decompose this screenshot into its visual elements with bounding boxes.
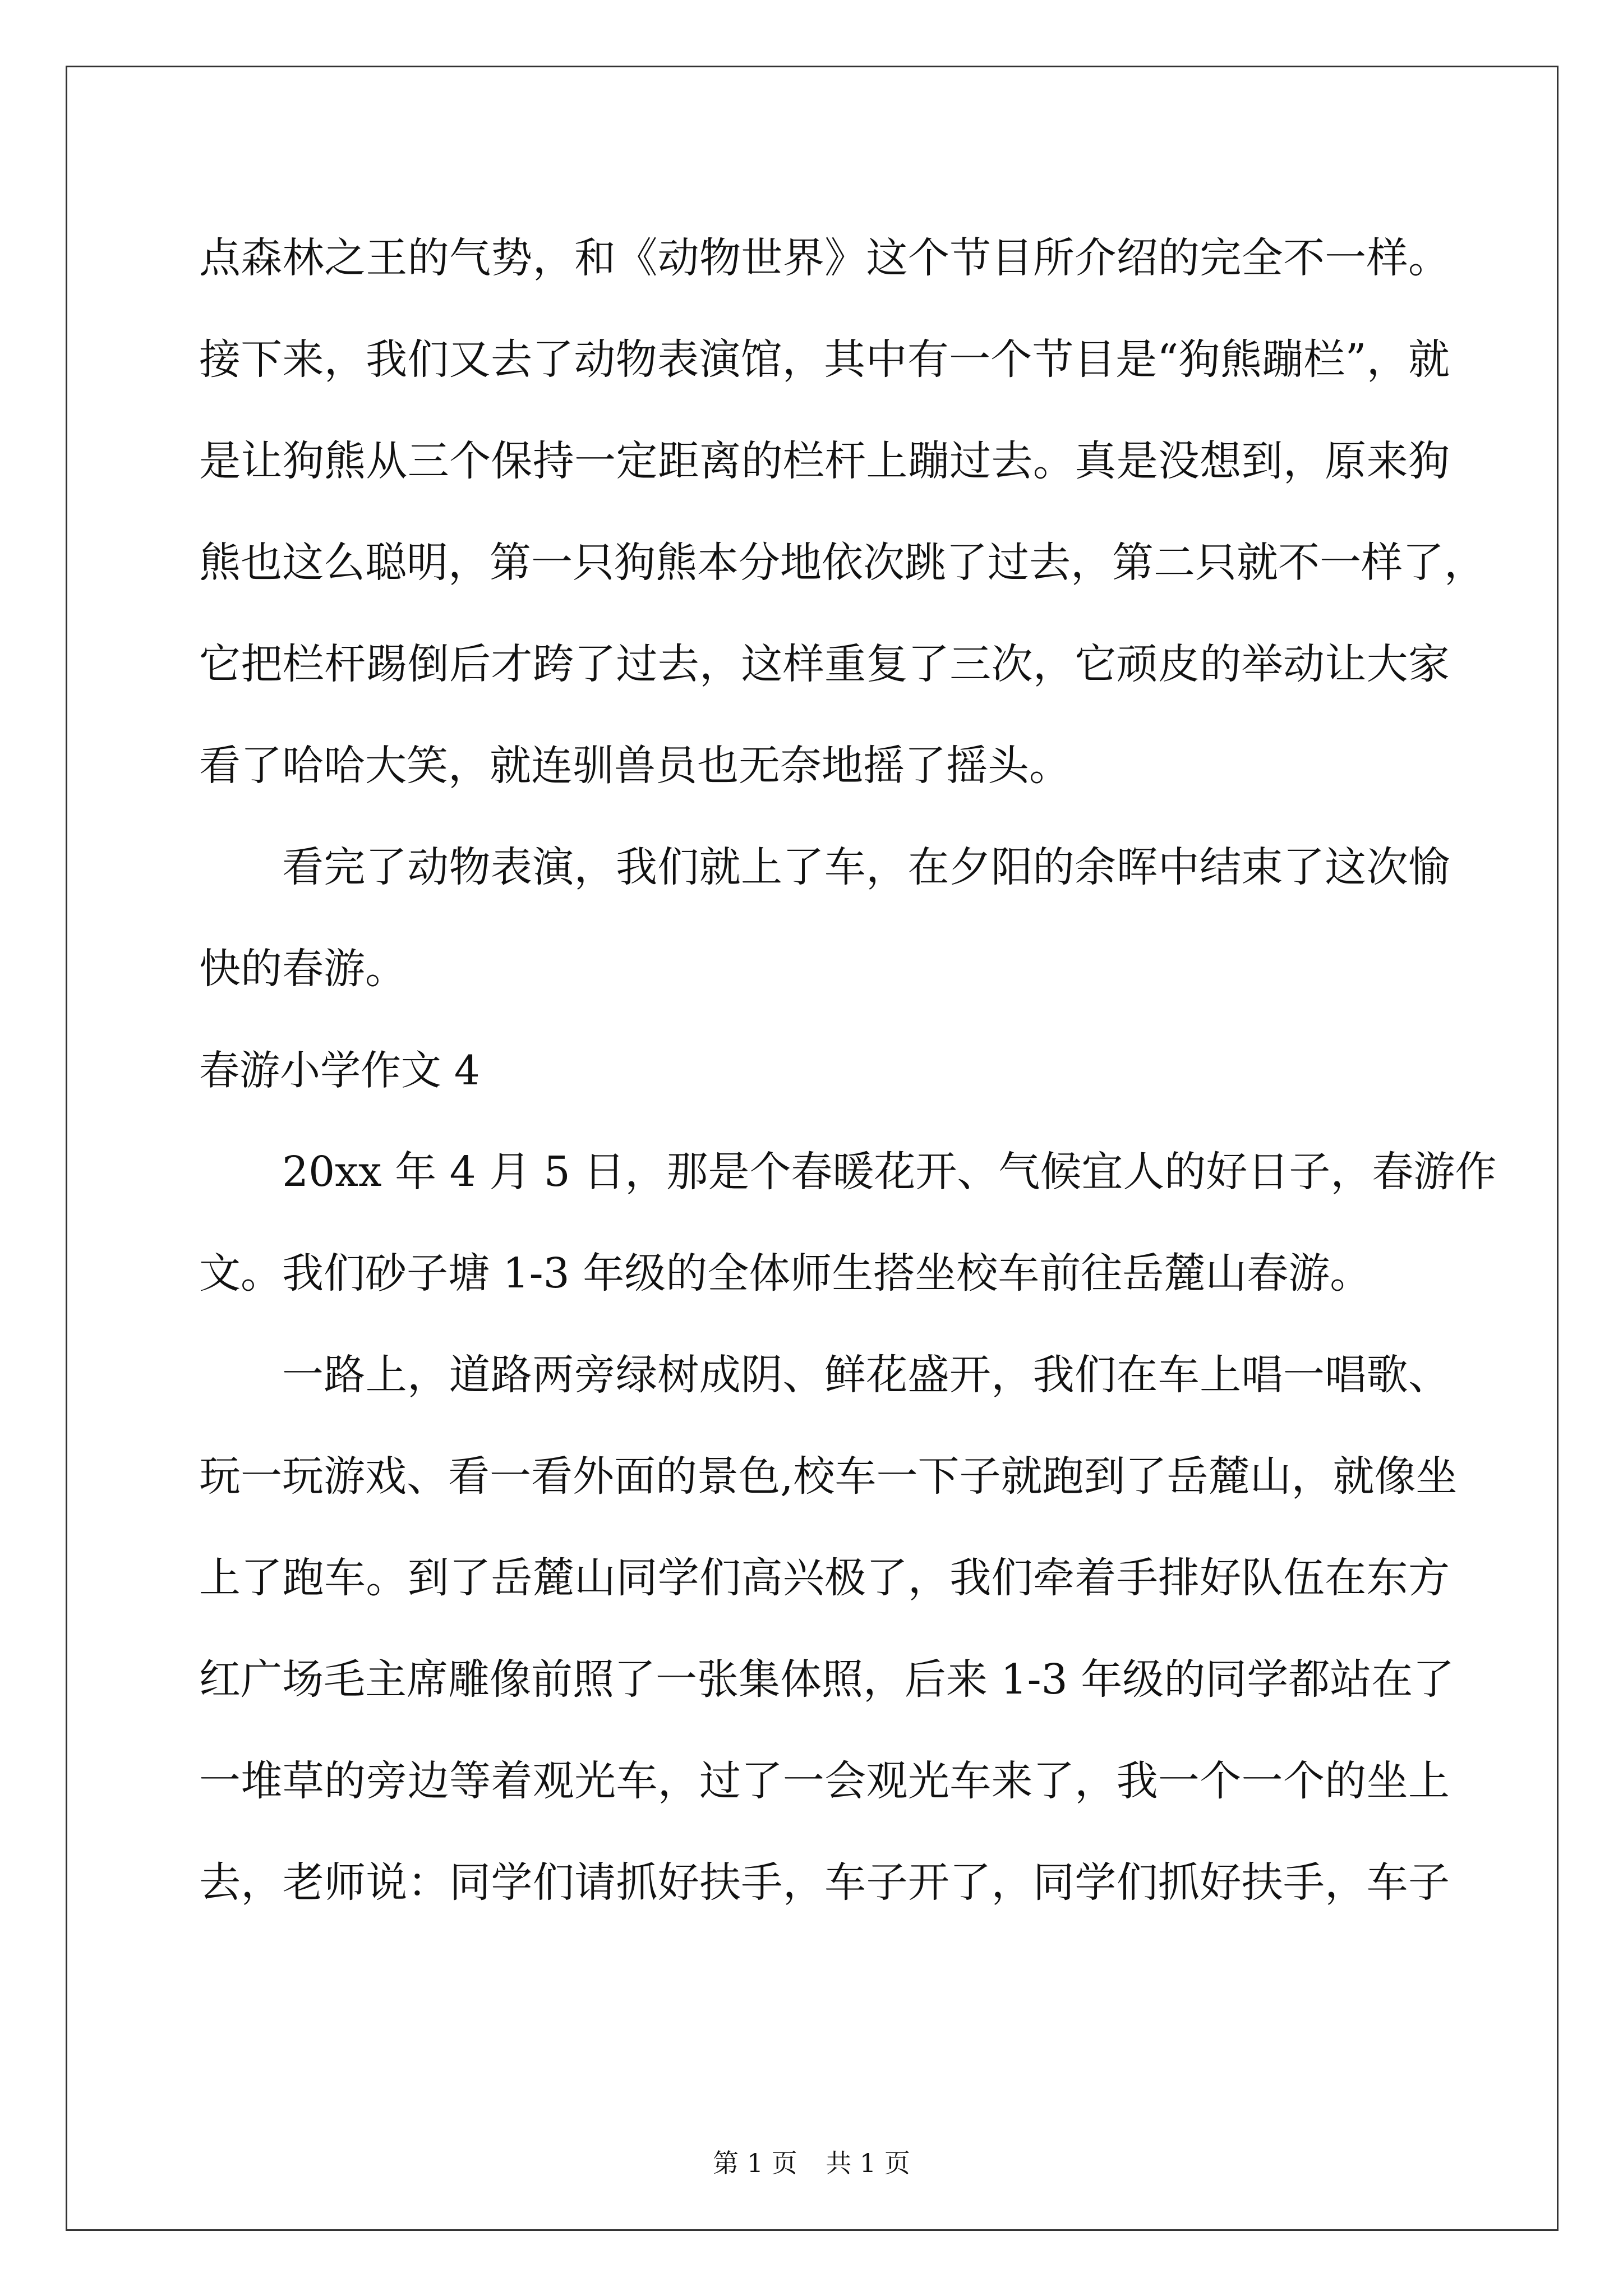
text-line: 红广场毛主席雕像前照了一张集体照，后来 1-3 年级的同学都站在了 <box>199 1655 1455 1704</box>
document-body <box>199 208 1497 1934</box>
text-line: 上了跑车。到了岳麓山同学们高兴极了，我们牵着手排好队伍在东方 <box>199 1554 1450 1602</box>
text-line: 玩一玩游戏、看一看外面的景色,校车一下子就跑到了岳麓山，就像坐 <box>199 1452 1458 1501</box>
text-line: 一堆草的旁边等着观光车，过了一会观光车来了，我一个一个的坐上 <box>199 1757 1450 1805</box>
text-line: 快的春游。 <box>199 945 407 993</box>
paragraph-start-line: 一路上，道路两旁绿树成阴、鲜花盛开，我们在车上唱一唱歌、 <box>282 1351 1450 1399</box>
paragraph-start-line: 看完了动物表演，我们就上了车，在夕阳的余晖中结束了这次愉 <box>282 843 1450 891</box>
text-line: 接下来，我们又去了动物表演馆，其中有一个节目是“狗熊蹦栏”，就 <box>199 335 1450 384</box>
text-line: 文。我们砂子塘 1-3 年级的全体师生搭坐校车前往岳麓山春游。 <box>199 1249 1372 1297</box>
paragraph-start-line: 20xx 年 4 月 5 日，那是个春暖花开、气候宜人的好日子，春游作 <box>282 1148 1497 1196</box>
page-footer <box>0 2143 1623 2180</box>
text-line: 它把栏杆踢倒后才跨了过去，这样重复了三次，它顽皮的举动让大家 <box>199 640 1450 688</box>
text-line: 熊也这么聪明，第一只狗熊本分地依次跳了过去，第二只就不一样了， <box>199 539 1486 587</box>
page-total: 共 1 页 <box>826 2148 910 2178</box>
text-line: 点森林之王的气势，和《动物世界》这个节目所介绍的完全不一样。 <box>199 234 1450 282</box>
section-heading: 春游小学作文 4 <box>199 1047 480 1094</box>
text-line: 去，老师说：同学们请抓好扶手，车子开了，同学们抓好扶手，车子 <box>199 1858 1450 1907</box>
text-line: 是让狗熊从三个保持一定距离的栏杆上蹦过去。真是没想到，原来狗 <box>199 437 1450 485</box>
page-number: 第 1 页 <box>713 2148 797 2178</box>
text-line: 看了哈哈大笑，就连驯兽员也无奈地摇了摇头。 <box>199 742 1071 790</box>
